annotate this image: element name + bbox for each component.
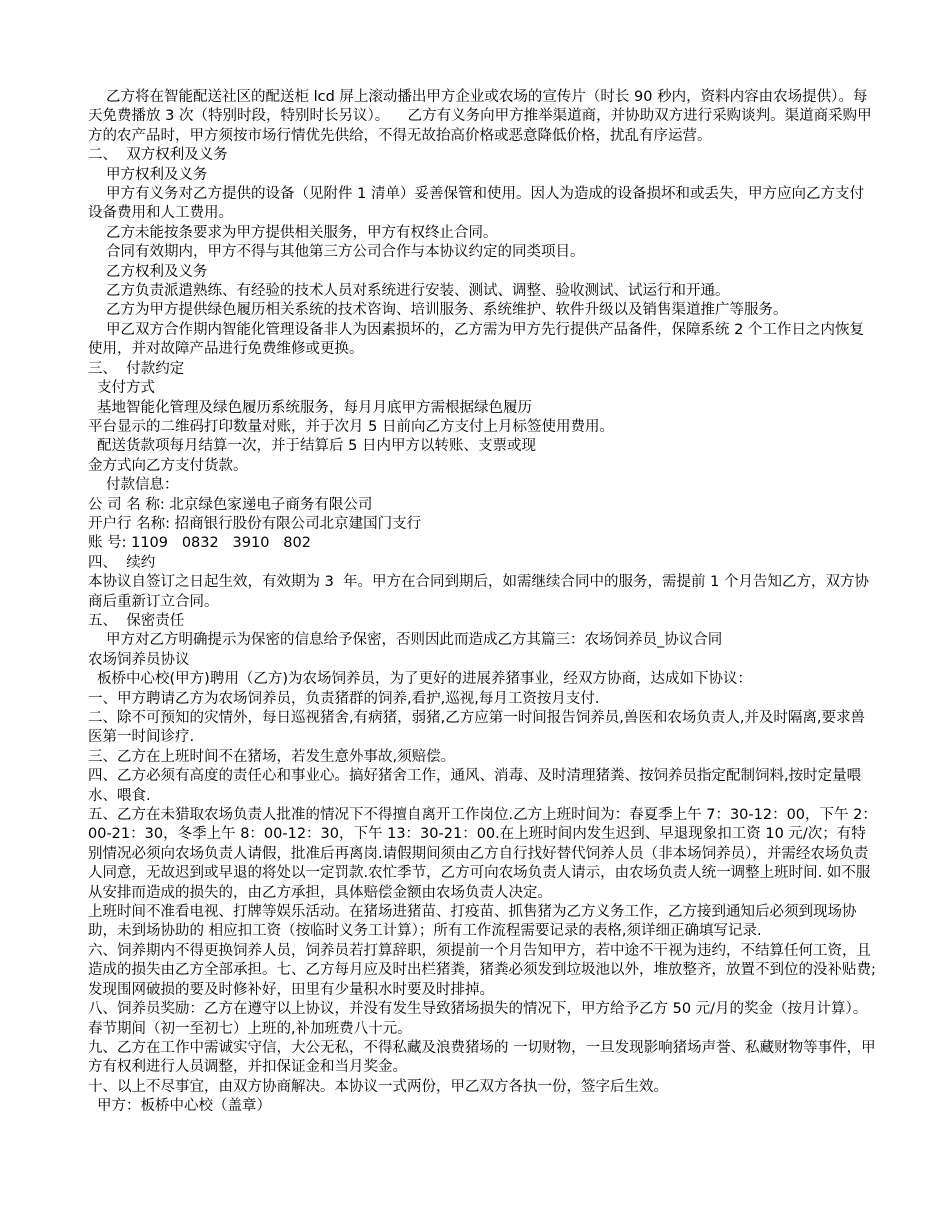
paragraph-agreement-intro: 板桥中心校(甲方)聘用（乙方)为农场饲养员，为了更好的进展养猪事业，经双方协商，达成如下协议： xyxy=(97,671,752,688)
field-account-number: 账 号: 1109 0832 3910 802 xyxy=(88,535,311,552)
paragraph-termination: 乙方未能按条要求为甲方提供相关服务，甲方有权终止合同。 xyxy=(106,224,498,241)
clause-4: 四、乙方必须有高度的责任心和事业心。搞好猪舍工作，通风、消毒、及时清理猪粪、按饲养员指定配制饲料,按时定量喂水、喂食. xyxy=(88,768,862,804)
paragraph-tech-services: 乙方为甲方提供绿色履历相关系统的技术咨询、培训服务、系统维护、软件升级以及销售渠道推广等服务。 xyxy=(106,302,788,319)
paragraph-technicians: 乙方负责派遣熟练、有经验的技术人员对系统进行安装、测试、调整、验收测试、试运行和开通。 xyxy=(106,283,730,300)
paragraph-exclusivity: 合同有效期内，甲方不得与其他第三方公司合作与本协议约定的同类项目。 xyxy=(106,244,585,261)
paragraph-delivery-payment-1: 配送货款项每月结算一次，并于结算后 5 日内甲方以转账、支票或现 xyxy=(97,438,536,455)
subheading-party-a-rights: 甲方权利及义务 xyxy=(106,166,208,183)
title-farm-keeper-agreement: 农场饲养员协议 xyxy=(88,651,190,668)
paragraph-billing-1: 基地智能化管理及绿色履历系统服务，每月月底甲方需根据绿色履历 xyxy=(97,399,532,416)
paragraph-delivery-payment-2: 金方式向乙方支付货款。 xyxy=(88,457,248,474)
clause-1: 一、甲方聘请乙方为农场饲养员，负责猪群的饲养,看护,巡视,每月工资按月支付. xyxy=(88,690,600,707)
clause-8: 八、饲养员奖励：乙方在遵守以上协议，并没有发生导致猪场损失的情况下，甲方给予乙方 50 元/月的奖金（按月计算）。春节期间（初一至初七）上班的,补加班费八十元。 xyxy=(88,1001,868,1037)
paragraph-renewal: 本协议自签订之日起生效，有效期为 3 年。甲方在合同到期后，如需继续合同中的服务，需提前 1 个月告知乙方，双方协商后重新订立合同。 xyxy=(88,574,869,610)
subheading-payment-method: 支付方式 xyxy=(97,380,155,397)
heading-payment: 三、 付款约定 xyxy=(88,360,185,377)
clause-9: 九、乙方在工作中需诚实守信，大公无私，不得私藏及浪费猪场的 一切财物，一旦发现影响猪场声誉、私藏财物等事件，甲方有权利进行人员调整，并扣保证金和当月奖金。 xyxy=(88,1039,876,1076)
field-bank-name: 开户行 名称: 招商银行股份有限公司北京建国门支行 xyxy=(88,515,422,532)
document-page xyxy=(88,88,878,1117)
paragraph-confidentiality: 甲方对乙方明确提示为保密的信息给予保密，否则因此而造成乙方其篇三：农场饲养员_协议合同 xyxy=(106,632,723,649)
heading-confidentiality: 五、 保密责任 xyxy=(88,612,185,629)
clause-5: 五、乙方在未猎取农场负责人批准的情况下不得擅自离开工作岗位.乙方上班时间为：春夏季上午 7：30-12：00，下午 2：00-21：30，冬季上午 8：00-12：30，下午 13：30-21：00.在上班时间内发生迟到、早退现象扣工资 10 元/次；有特别情况必须向农场负责人请假，批准后再离岗.请假期间须由乙方自行找好替代饲养人员（非本场饲养员），并需经农场负责人同意，无故迟到或早退的将处以一定罚款.农忙季节，乙方可向农场负责人请示，由农场负责人统一调整上班时间. 如不服从安排而造成的损失的，由乙方承担，具体赔偿金额由农场负责人决定。 xyxy=(88,807,877,901)
clause-2: 二、除不可预知的灾情外，每日巡视猪舍,有病猪，弱猪,乙方应第一时间报告饲养员,兽医和农场负责人,并及时隔离,要求兽医第一时间诊疗. xyxy=(88,710,866,746)
paragraph-billing-2: 平台显示的二维码打印数量对账，并于次月 5 日前向乙方支付上月标签使用费用。 xyxy=(88,418,614,435)
clause-3: 三、乙方在上班时间不在猪场，若发生意外事故,须赔偿。 xyxy=(88,748,456,765)
paragraph-equipment-care: 甲方有义务对乙方提供的设备（见附件 1 清单）妥善保管和使用。因人为造成的设备损坏和或丢失，甲方应向乙方支付设备费用和人工费用。 xyxy=(88,186,864,222)
heading-renewal: 四、 续约 xyxy=(88,554,156,571)
clause-10: 十、以上不尽事宜，由双方协商解决。本协议一式两份，甲乙双方各执一份，签字后生效。 xyxy=(88,1078,668,1095)
label-payment-info: 付款信息： xyxy=(106,477,179,494)
paragraph-spare-parts: 甲乙双方合作期内智能化管理设备非人为因素损坏的，乙方需为甲方先行提供产品备件，保障系统 2 个工作日之内恢复使用，并对故障产品进行免费维修或更换。 xyxy=(88,321,864,358)
subheading-party-b-rights: 乙方权利及义务 xyxy=(106,263,208,280)
signature-party-a: 甲方：板桥中心校（盖章） xyxy=(97,1098,271,1115)
paragraph-promo-video: 乙方将在智能配送社区的配送柜 lcd 屏上滚动播出甲方企业或农场的宣传片（时长 90 秒内，资料内容由农场提供）。每天免费播放 3 次（特别时段，特别时长另议）。 乙方有义务向甲方推举渠道商，并协助双方进行采购谈判。渠道商采购甲方的农产品时，甲方须按市场行情优先供给，不得无故抬高价格或恶意降低价格，扰乱有序运营。 xyxy=(88,89,872,144)
heading-rights-obligations: 二、 双方权利及义务 xyxy=(88,147,228,164)
field-company-name: 公 司 名 称: 北京绿色家递电子商务有限公司 xyxy=(88,496,373,513)
clause-5-continued: 上班时间不准看电视、打牌等娱乐活动。在猪场进猪苗、打疫苗、抓售猪为乙方义务工作，乙方接到通知后必须到现场协助，未到场协助的 相应扣工资（按临时义务工计算）；所有工作流程需要记录的表格,须详细正确填写记录. xyxy=(88,904,857,940)
clause-6-7: 六、饲养期内不得更换饲养人员，饲养员若打算辞职，须提前一个月告知甲方，若中途不干视为违约，不结算任何工资，且造成的损失由乙方全部承担。七、乙方每月应及时出栏猪粪，猪粪必须发到垃圾池以外，堆放整齐，放置不到位的没补贴费;发现围网破损的要及时修补好，田里有少量积水时要及时排掉。 xyxy=(88,942,876,998)
